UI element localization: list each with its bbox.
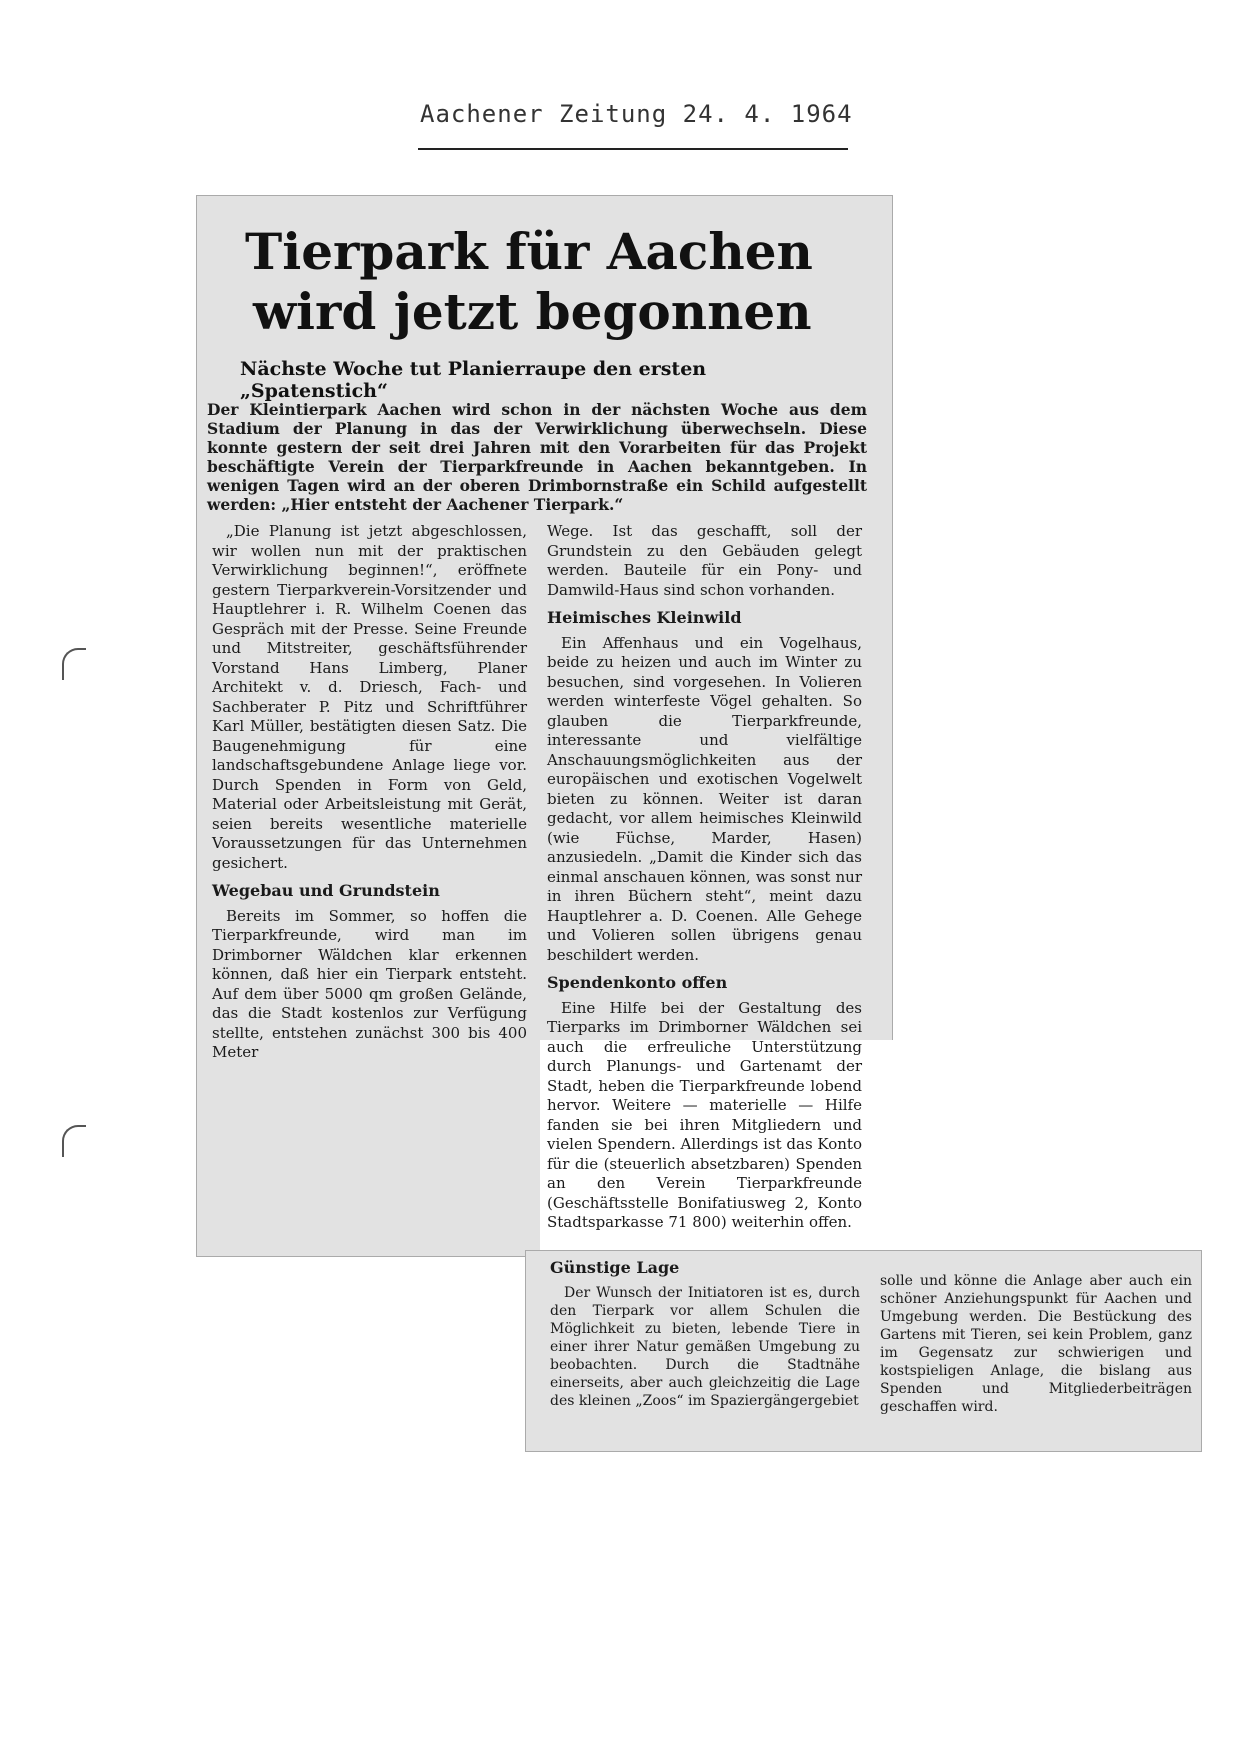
section-heading: Spendenkonto offen (547, 973, 728, 992)
source-annotation: Aachener Zeitung 24. 4. 1964 (420, 100, 853, 128)
article-subheadline: Nächste Woche tut Planierraupe den ersten „Spatenstich“ (240, 358, 707, 402)
section-heading: Heimisches Kleinwild (547, 608, 742, 627)
paragraph: solle und könne die Anlage aber auch ein schöner Anziehungspunkt für Aachen und Umgebung werden. Die Bestückung des Gartens mit Tieren, sei kein Problem, ganz im Gegensatz zur schwierigen und kostspieligen Anlage, die bislang aus Spenden und Mitgliederbeiträgen geschaffen wird. (880, 1273, 1192, 1415)
section-heading: Wegebau und Grundstein (212, 881, 440, 900)
paragraph: Wege. Ist das geschafft, soll der Grundstein zu den Gebäuden gelegt werden. Bauteile für ein Pony- und Damwild-Haus sind schon vorhanden. (547, 522, 862, 599)
punch-hole-mark (62, 1125, 86, 1157)
punch-hole-mark (62, 648, 86, 680)
section-heading: Günstige Lage (550, 1258, 680, 1277)
paragraph: Ein Affenhaus und ein Vogelhaus, beide zu heizen und auch im Winter zu besuchen, sind vorgesehen. In Volieren werden winterfeste Vögel gehalten. So glauben die Tierparkfreunde, interessante und vielfältige Anschauungsmöglichkeiten aus der europäischen und exotischen Vogelwelt bieten zu können. Weiter ist daran gedacht, vor allem heimisches Kleinwild (wie Füchse, Marder, Hasen) anzusiedeln. „Damit die Kinder sich das einmal anschauen können, was sonst nur in ihren Büchern steht“, meint dazu Hauptlehrer a. D. Coenen. Alle Gehege und Volieren sollen übrigens genau beschildert werden. (547, 633, 862, 964)
paragraph: Eine Hilfe bei der Gestaltung des Tierparks im Drimborner Wäldchen sei auch die erfreuliche Unterstützung durch Planungs- und Gartenamt der Stadt, heben die Tierparkfreunde lobend hervor. Weitere — materielle — Hilfe fanden sie bei ihren Mitgliedern und vielen Spendern. Allerdings ist das Konto für die (steuerlich absetzbaren) Spenden an den Verein Tierparkfreunde (Geschäftsstelle Bonifatiusweg 2, Konto Stadtsparkasse 71 800) weiterhin offen. (547, 998, 862, 1231)
paragraph: Bereits im Sommer, so hoffen die Tierparkfreunde, wird man im Drimborner Wäldchen klar erkennen können, daß hier ein Tierpark entsteht. Auf dem über 5000 qm großen Gelände, das die Stadt kostenlos zur Verfügung stellte, entstehen zunächst 300 bis 400 Meter (212, 906, 527, 1061)
article-column-left (212, 522, 527, 1063)
article-column-right (547, 522, 862, 1233)
headline-line-2: wird jetzt begonnen (253, 282, 812, 341)
article-column-bottom-left (550, 1256, 860, 1410)
article-headline (245, 222, 845, 342)
paragraph: „Die Planung ist jetzt abgeschlossen, wir wollen nun mit der praktischen Verwirklichung beginnen!“, eröffnete gestern Tierparkverein-Vorsitzender und Hauptlehrer i. R. Wilhelm Coenen das Gespräch mit der Presse. Seine Freunde und Mitstreiter, geschäftsführender Vorstand Hans Limberg, Planer Architekt v. d. Driesch, Fach- und Sachberater P. Pitz und Schriftführer Karl Müller, bestätigten diesen Satz. Die Baugenehmigung für eine landschaftsgebundene Anlage liege vor. Durch Spenden in Form von Geld, Material oder Arbeitsleistung mit Gerät, seien bereits wesentliche materielle Voraussetzungen für das Unternehmen gesichert. (212, 522, 527, 872)
paragraph: Der Wunsch der Initiatoren ist es, durch den Tierpark vor allem Schulen die Möglichkeit zu bieten, lebende Tiere in einer ihrer Natur gemäßen Umgebung zu beobachten. Durch die Stadtnähe einerseits, aber auch gleichzeitig die Lage des kleinen „Zoos“ im Spaziergängergebiet (550, 1284, 860, 1409)
source-underline (418, 148, 848, 150)
article-column-bottom-right (880, 1272, 1192, 1416)
headline-line-1: Tierpark für Aachen (245, 222, 813, 281)
article-lead: Der Kleintierpark Aachen wird schon in der nächsten Woche aus dem Stadium der Planung in das der Verwirklichung überwechseln. Diese konnte gestern der seit drei Jahren mit den Vorarbeiten für das Projekt beschäftigte Verein der Tierparkfreunde in Aachen bekanntgeben. In wenigen Tagen wird an der oberen Drimbornstraße ein Schild aufgestellt werden: „Hier entsteht der Aachener Tierpark.“ (207, 400, 867, 514)
